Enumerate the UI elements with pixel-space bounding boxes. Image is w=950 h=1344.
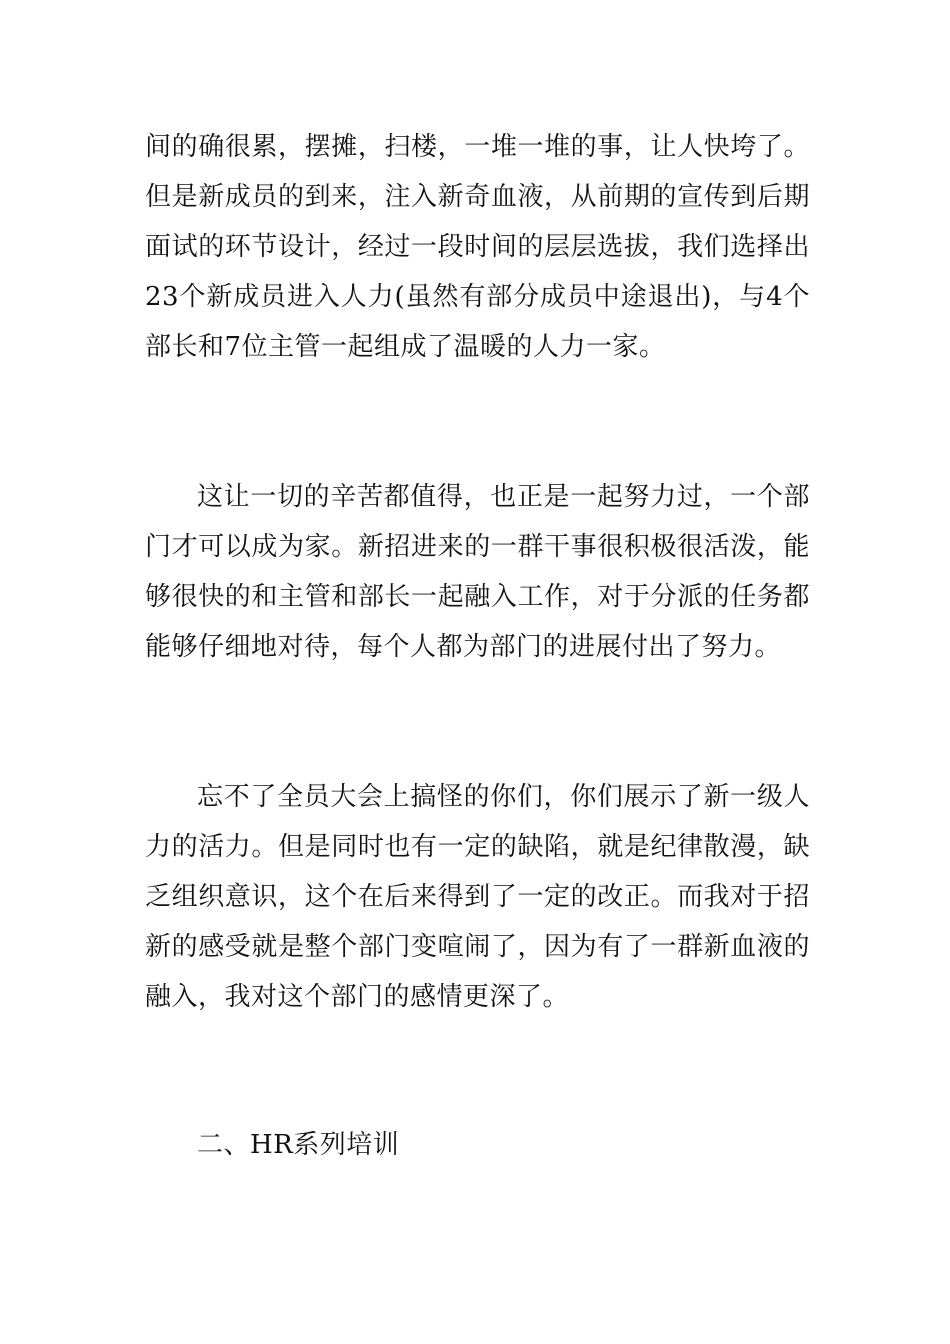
paragraph-general-meeting: 忘不了全员大会上搞怪的你们，你们展示了新一级人力的活力。但是同时也有一定的缺陷，就是纪律散漫，缺乏组织意识，这个在后来得到了一定的改正。而我对于招新的感受就是整个部门变喧闹了，因为有了一群新血液的融入，我对这个部门的感情更深了。 (145, 782, 810, 1012)
paragraph-continuation: 间的确很累，摆摊，扫楼，一堆一堆的事，让人快垮了。但是新成员的到来，注入新奇血液，从前期的宣传到后期面试的环节设计，经过一段时间的层层选拔，我们选择出23个新成员进入人力(虽然有部分成员中途退出)，与4个部长和7位主管一起组成了温暖的人力一家。 (145, 132, 810, 362)
section-heading: 二、HR系列培训 (197, 1130, 400, 1160)
paragraph-rewarding-effort: 这让一切的辛苦都值得，也正是一起努力过，一个部门才可以成为家。新招进来的一群干事很积极很活泼，能够很快的和主管和部长一起融入工作，对于分派的任务都能够仔细地对待，每个人都为部门的进展付出了努力。 (145, 482, 810, 662)
